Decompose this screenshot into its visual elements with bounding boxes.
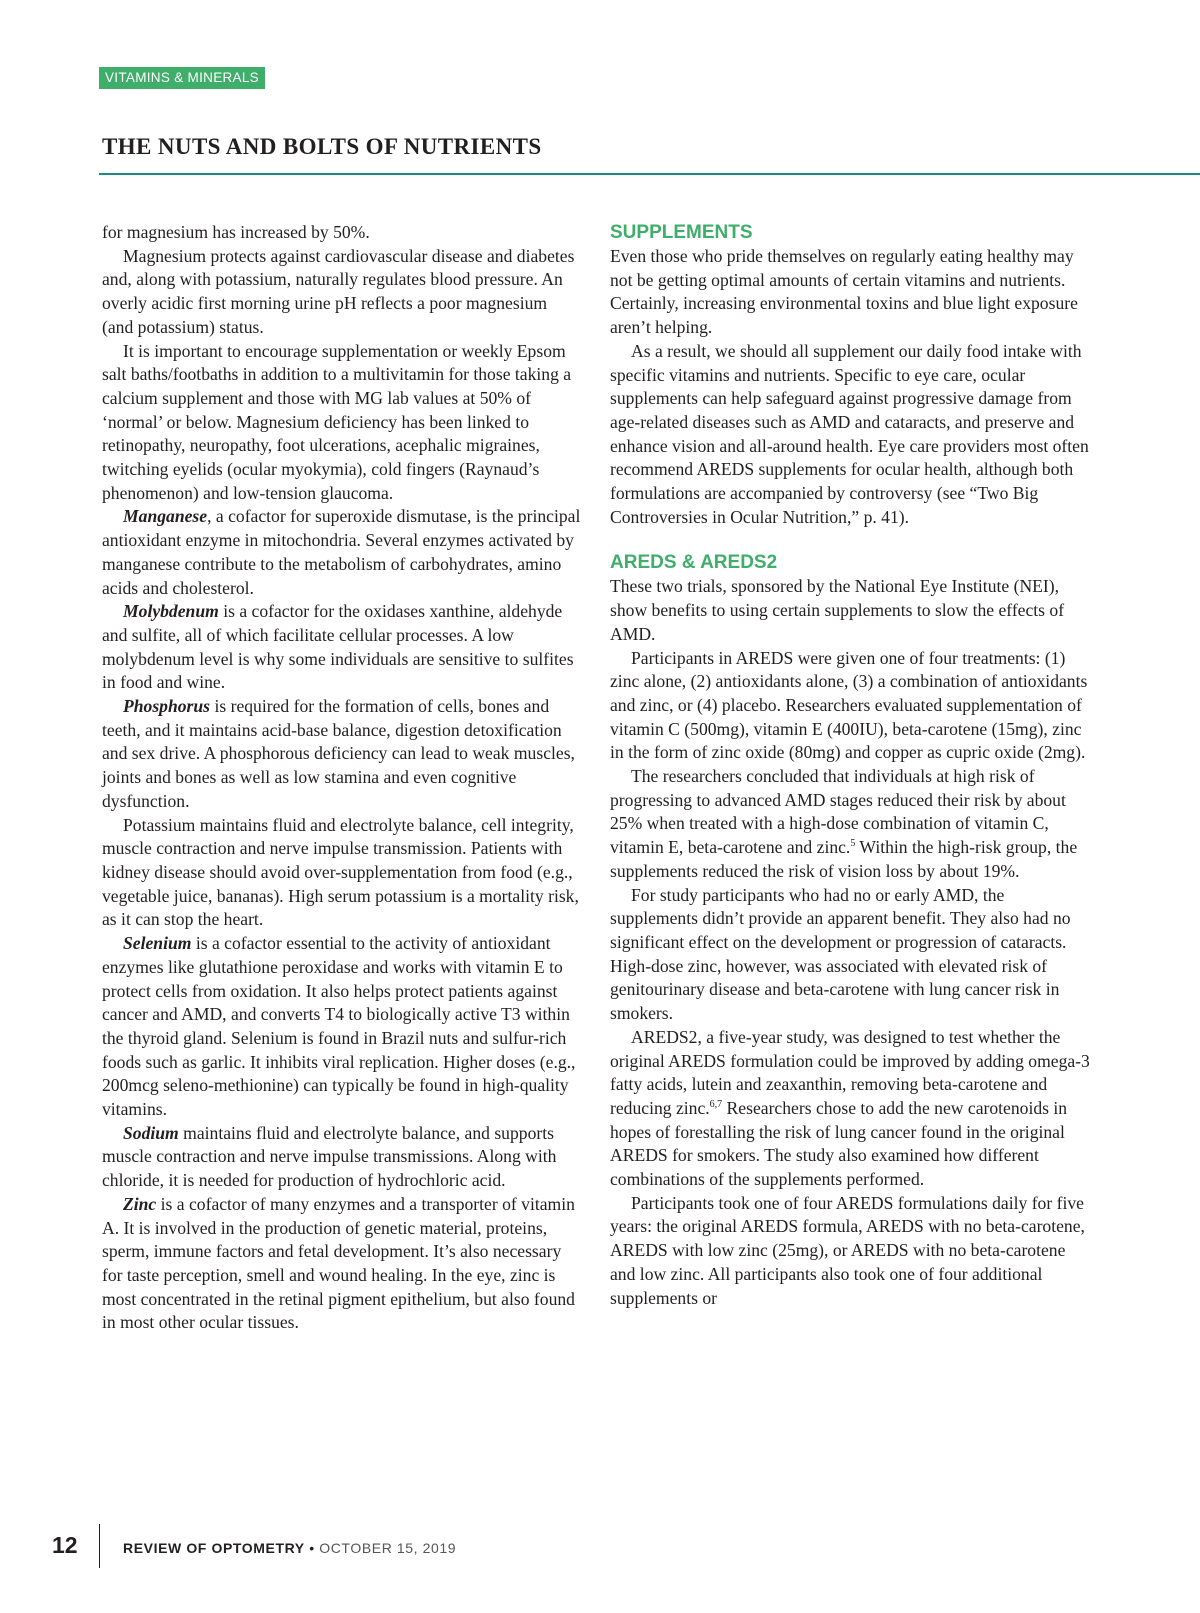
title-divider [99, 173, 1200, 175]
paragraph: Participants in AREDS were given one of four treatments: (1) zinc alone, (2) antioxidants alone, (3) a combination of antioxidants and zinc, or (4) placebo. Researchers evaluated supplementation of vitamin C (500mg), vitamin E (400IU), beta-carotene (15mg), zinc in the form of zinc oxide (80mg) and copper as cupric oxide (2mg). [610, 647, 1088, 763]
paragraph-text: The researchers concluded that individuals at high risk of progressing to advanced AMD stages reduced their risk by about 25% when treated with a high-dose combination of vitamin C, vitamin E, beta-carotene and zinc. [610, 766, 1066, 858]
subhead-areds: AREDS & AREDS2 [610, 552, 778, 574]
page-title: THE NUTS AND BOLTS OF NUTRIENTS [102, 134, 542, 159]
paragraph [102, 1193, 582, 1335]
nutrient-term: Zinc [123, 1193, 157, 1214]
paragraph-text: , a cofactor for superoxide dismutase, is the principal antioxidant enzyme in mitochondria. Several enzymes activated by manganese contribute to the metabolism of carbohydrates, amino acids and cholesterol. [102, 506, 581, 598]
page-number: 12 [52, 1532, 78, 1558]
paragraph [610, 1026, 1090, 1192]
paragraph [102, 1122, 582, 1193]
reference-marker: 6,7 [709, 1099, 723, 1111]
paragraph-text: is a cofactor essential to the activity of antioxidant enzymes like glutathione peroxidase and works with vitamin E to protect cells from oxidation. It also helps protect patients against cancer and AMD, and converts T4 to biologically active T3 within the thyroid gland. Selenium is found in Brazil nuts and sulfur-rich foods such as garlic. It inhibits viral replication. Higher doses (e.g., 200mcg seleno-methionine) can typically be found in high-quality vitamins. [102, 933, 576, 1120]
nutrient-term: Molybdenum [123, 601, 219, 622]
paragraph: Magnesium protects against cardiovascular disease and diabetes and, along with potassium, naturally regulates blood pressure. An overly acidic first morning urine pH reflects a poor magnesium (and potassium) status. [102, 245, 575, 337]
publication-name: REVIEW OF OPTOMETRY [123, 1540, 305, 1556]
paragraph [102, 505, 582, 600]
paragraph-text: is required for the formation of cells, bones and teeth, and it maintains acid-base balance, digestion detoxification and sex drive. A phosphorous deficiency can lead to weak muscles, joints and bones as well as low stamina and even cognitive dysfunction. [102, 696, 575, 811]
paragraph: It is important to encourage supplementation or weekly Epsom salt baths/footbaths in addition to a multivitamin for those taking a calcium supplement and those with MG lab values at 50% of ‘normal’ or below. Magnesium deficiency has been linked to retinopathy, neuropathy, foot ulcerations, acephalic migraines, twitching eyelids (ocular myokymia), cold fingers (Raynaud’s phenomenon) and low-tension glaucoma. [102, 340, 572, 503]
paragraph-text: is a cofactor of many enzymes and a transporter of vitamin A. It is involved in the production of genetic material, proteins, sperm, immune factors and fetal development. It’s also necessary for taste perception, smell and wound healing. In the eye, zinc is most concentrated in the retinal pigment epithelium, but also found in most other ocular tissues. [102, 1193, 575, 1333]
paragraph [102, 695, 582, 814]
paragraph [610, 765, 1090, 884]
paragraph-text: maintains fluid and electrolyte balance, and supports muscle contraction and nerve impulse transmissions. Along with chloride, it is needed for production of hydrochloric acid. [102, 1122, 557, 1191]
nutrient-term: Phosphorus [123, 696, 211, 717]
footer-credit [123, 1540, 456, 1556]
paragraph: These two trials, sponsored by the National Eye Institute (NEI), show benefits to using certain supplements to slow the effects of AMD. [610, 576, 1065, 644]
paragraph: Participants took one of four AREDS formulations daily for five years: the original AREDS formula, AREDS with no beta-carotene, AREDS with low zinc (25mg), or AREDS with no beta-carotene and low zinc. All participants also took one of four additional supplements or [610, 1192, 1085, 1308]
paragraph-text: is a cofactor for the oxidases xanthine, aldehyde and sulfite, all of which facilitate cellular processes. A low molybdenum level is why some individuals are sensitive to sulfites in food and wine. [102, 601, 574, 693]
paragraph [102, 600, 582, 695]
subhead-supplements: SUPPLEMENTS [610, 222, 753, 243]
paragraph: for magnesium has increased by 50%. [102, 222, 370, 242]
nutrient-term: Selenium [123, 933, 192, 954]
paragraph: Even those who pride themselves on regularly eating healthy may not be getting optimal amounts of certain vitamins and nutrients. Certainly, increasing environmental toxins and blue light exposure aren’t helping. [610, 246, 1078, 338]
reference-marker: 5 [850, 838, 856, 850]
nutrient-term: Manganese [123, 506, 208, 527]
paragraph-text: Researchers chose to add the new carotenoids in hopes of forestalling the risk of lung cancer found in the original AREDS for smokers. The study also examined how different combinations of the supplements performed. [610, 1097, 1068, 1190]
right-column [610, 221, 1090, 1310]
paragraph: As a result, we should all supplement our daily food intake with specific vitamins and nutrients. Specific to eye care, ocular supplements can help safeguard against progressive damage from age-related diseases such as AMD and cataracts, and preserve and enhance vision and all-around health. Eye care providers most often recommend AREDS supplements for ocular health, although both formulations are accompanied by controversy (see “Two Big Controversies in Ocular Nutrition,” p. 41). [610, 340, 1089, 527]
paragraph: For study participants who had no or early AMD, the supplements didn’t provide an apparent benefit. They also had no significant effect on the development or progression of cataracts. High-dose zinc, however, was associated with elevated risk of genitourinary disease and beta-carotene with lung cancer risk in smokers. [610, 884, 1071, 1024]
issue-date: OCTOBER 15, 2019 [319, 1540, 457, 1556]
paragraph [102, 932, 582, 1122]
paragraph-text: AREDS2, a five-year study, was designed to test whether the original AREDS formulation could be improved by adding omega-3 fatty acids, lutein and zeaxanthin, removing beta-carotene and reducing zinc. [610, 1026, 1090, 1118]
footer-divider [99, 1524, 100, 1568]
footer-separator: • [304, 1540, 320, 1556]
paragraph-text: Within the high-risk group, the supplements reduced the risk of vision loss by about 19%. [610, 837, 1078, 881]
nutrient-term: Sodium [123, 1122, 179, 1143]
paragraph: Potassium maintains fluid and electrolyte balance, cell integrity, muscle contraction and nerve impulse transmission. Patients with kidney disease should avoid over-supplementation from food (e.g., vegetable juice, bananas). High serum potassium is a mortality risk, as it can stop the heart. [102, 814, 579, 930]
left-column [102, 221, 582, 1335]
section-tag: VITAMINS & MINERALS [99, 67, 265, 89]
